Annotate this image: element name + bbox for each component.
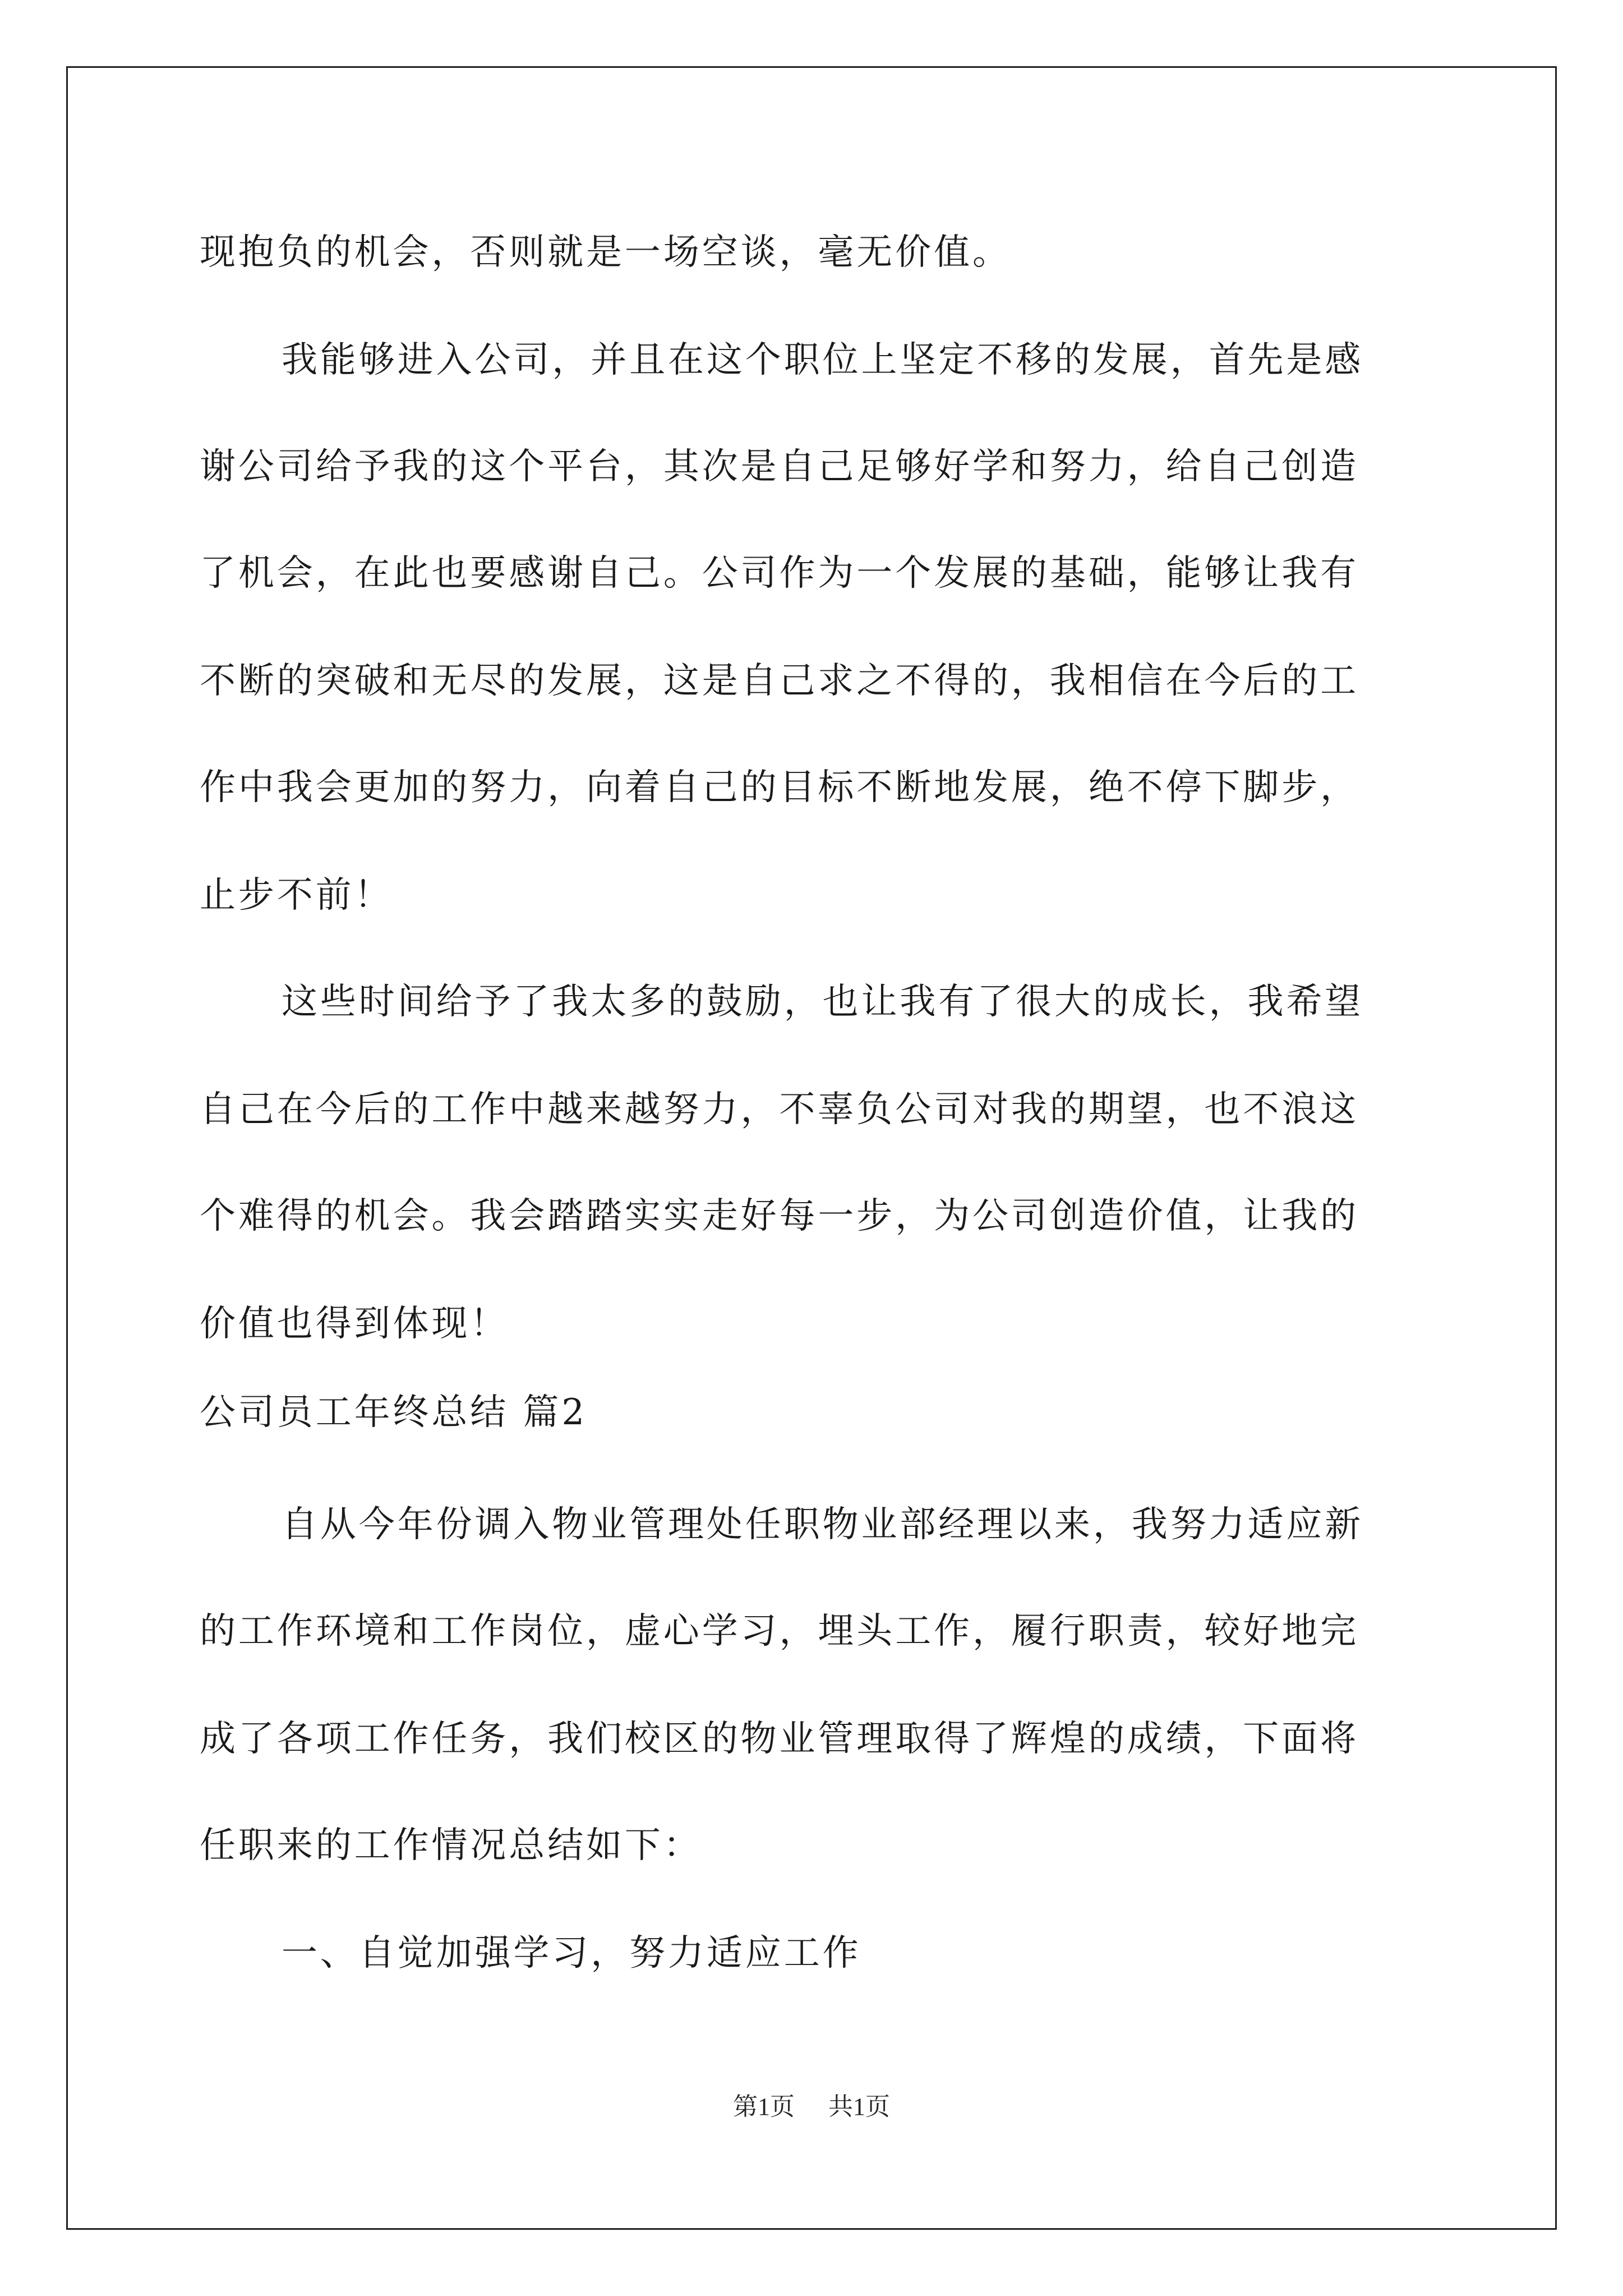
paragraph-first-line: 自从今年份调入物业管理处任职物业部经理以来，我努力适应新 bbox=[282, 1504, 1364, 1545]
text-line: 任职来的工作情况总结如下： bbox=[200, 1825, 702, 1866]
page-number: 第1页 bbox=[733, 2093, 795, 2120]
text-line: 止步不前！ bbox=[200, 875, 393, 916]
text-line: 了机会，在此也要感谢自己。公司作为一个发展的基础，能够让我有 bbox=[200, 553, 1359, 594]
page-total: 共1页 bbox=[828, 2093, 890, 2120]
text-line: 现抱负的机会，否则就是一场空谈，毫无价值。 bbox=[200, 232, 1011, 273]
text-line: 谢公司给予我的这个平台，其次是自己足够好学和努力，给自己创造 bbox=[200, 446, 1359, 487]
text-line: 不断的突破和无尽的发展，这是自己求之不得的，我相信在今后的工 bbox=[200, 660, 1359, 702]
text-line: 价值也得到体现！ bbox=[200, 1303, 509, 1345]
section-heading: 公司员工年终总结 篇2 bbox=[200, 1392, 587, 1433]
text-line: 作中我会更加的努力，向着自己的目标不断地发展，绝不停下脚步， bbox=[200, 767, 1359, 808]
paragraph-first-line: 这些时间给予了我太多的鼓励，也让我有了很大的成长，我希望 bbox=[282, 981, 1364, 1023]
page-border bbox=[66, 66, 1557, 2230]
paragraph-first-line: 我能够进入公司，并且在这个职位上坚定不移的发展，首先是感 bbox=[282, 339, 1364, 381]
text-line: 的工作环境和工作岗位，虚心学习，埋头工作，履行职责，较好地完 bbox=[200, 1611, 1359, 1652]
page-footer bbox=[0, 2095, 1623, 2119]
text-line: 自己在今后的工作中越来越努力，不辜负公司对我的期望，也不浪这 bbox=[200, 1089, 1359, 1130]
text-line: 个难得的机会。我会踏踏实实走好每一步，为公司创造价值，让我的 bbox=[200, 1195, 1359, 1237]
text-line: 成了各项工作任务，我们校区的物业管理取得了辉煌的成绩，下面将 bbox=[200, 1718, 1359, 1760]
subsection-heading: 一、自觉加强学习，努力适应工作 bbox=[282, 1932, 861, 1974]
